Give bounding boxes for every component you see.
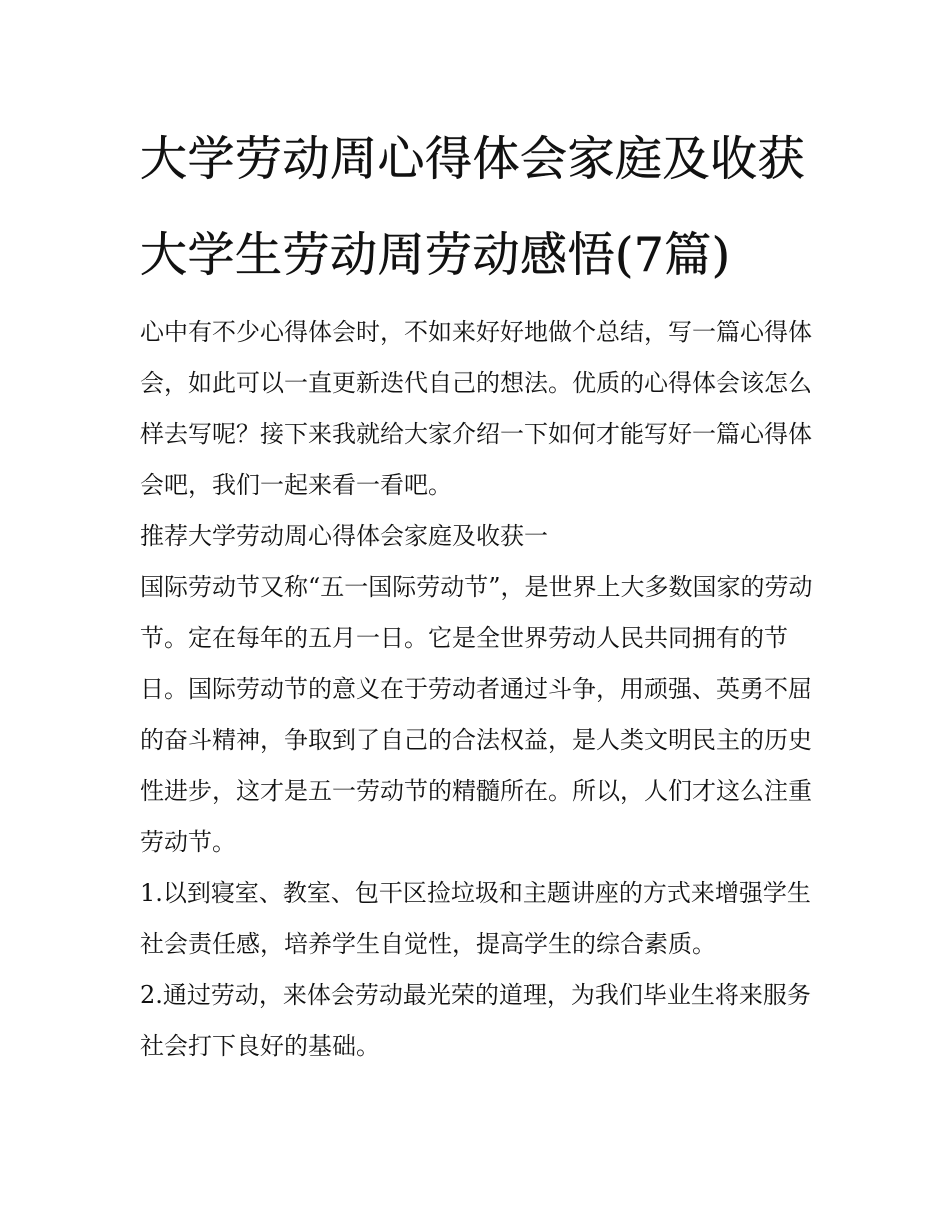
paragraph-section-heading: 推荐大学劳动周心得体会家庭及收获一 bbox=[140, 522, 548, 550]
document-title: 大学劳动周心得体会家庭及收获 大学生劳动周劳动感悟(7篇) bbox=[140, 132, 805, 283]
paragraph-labor-day: 国际劳动节又称“五一国际劳动节”，是世界上大多数国家的劳动节。定在每年的五月一日。它是全世界劳动人民共同拥有的节日。国际劳动节的意义在于劳动者通过斗争，用顽强、英勇不屈的奋斗精神，争取到了自己的合法权益，是人类文明民主的历史性进步，这才是五一劳动节的精髓所在。所以，人们才这么注重劳动节。 bbox=[140, 573, 813, 856]
paragraph-item-1: 1.以到寝室、教室、包干区捡垃圾和主题讲座的方式来增强学生社会责任感，培养学生自觉性，提高学生的综合素质。 bbox=[140, 879, 811, 958]
document-body bbox=[140, 307, 815, 1072]
paragraph-item-2: 2.通过劳动，来体会劳动最光荣的道理，为我们毕业生将来服务社会打下良好的基础。 bbox=[140, 981, 811, 1060]
paragraph-intro: 心中有不少心得体会时，不如来好好地做个总结，写一篇心得体会，如此可以一直更新迭代自己的想法。优质的心得体会该怎么样去写呢？接下来我就给大家介绍一下如何才能写好一篇心得体会吧，我们一起来看一看吧。 bbox=[140, 318, 812, 499]
document-content bbox=[140, 112, 815, 1072]
